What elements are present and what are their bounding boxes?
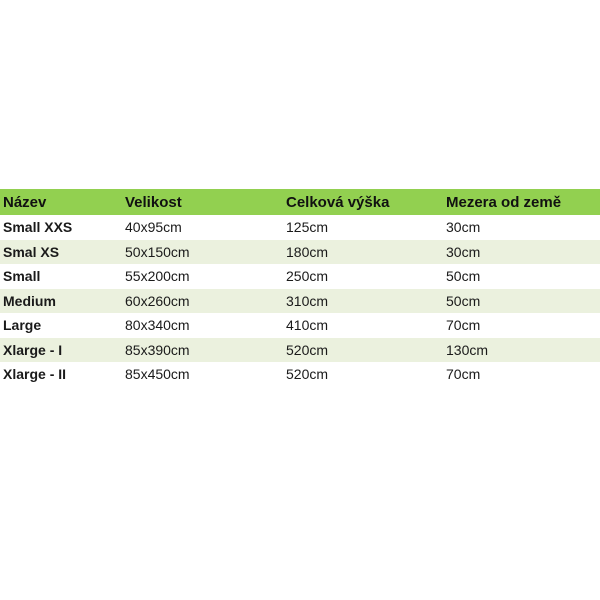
cell-total-height: 250cm (283, 264, 443, 289)
table-header (0, 189, 600, 215)
table-row (0, 313, 600, 338)
cell-ground-clearance: 130cm (443, 338, 600, 363)
cell-name: Medium (0, 289, 122, 314)
cell-name: Large (0, 313, 122, 338)
table-row (0, 289, 600, 314)
cell-size: 40x95cm (122, 215, 283, 240)
cell-size: 60x260cm (122, 289, 283, 314)
table-row (0, 215, 600, 240)
table-body (0, 215, 600, 387)
cell-ground-clearance: 50cm (443, 264, 600, 289)
cell-size: 85x390cm (122, 338, 283, 363)
cell-total-height: 310cm (283, 289, 443, 314)
header-row (0, 189, 600, 215)
cell-ground-clearance: 30cm (443, 240, 600, 265)
cell-size: 85x450cm (122, 362, 283, 387)
cell-total-height: 410cm (283, 313, 443, 338)
cell-total-height: 520cm (283, 362, 443, 387)
cell-size: 55x200cm (122, 264, 283, 289)
header-total-height: Celková výška (283, 189, 443, 215)
cell-total-height: 125cm (283, 215, 443, 240)
size-table (0, 189, 600, 387)
table-row (0, 338, 600, 363)
cell-total-height: 180cm (283, 240, 443, 265)
table-row (0, 362, 600, 387)
table-row (0, 240, 600, 265)
cell-size: 50x150cm (122, 240, 283, 265)
cell-name: Xlarge - II (0, 362, 122, 387)
cell-name: Smal XS (0, 240, 122, 265)
header-name: Název (0, 189, 122, 215)
cell-ground-clearance: 30cm (443, 215, 600, 240)
cell-ground-clearance: 70cm (443, 313, 600, 338)
cell-name: Xlarge - I (0, 338, 122, 363)
header-size: Velikost (122, 189, 283, 215)
table-row (0, 264, 600, 289)
cell-ground-clearance: 70cm (443, 362, 600, 387)
cell-name: Small XXS (0, 215, 122, 240)
header-ground-clearance: Mezera od země (443, 189, 600, 215)
cell-ground-clearance: 50cm (443, 289, 600, 314)
cell-size: 80x340cm (122, 313, 283, 338)
cell-total-height: 520cm (283, 338, 443, 363)
cell-name: Small (0, 264, 122, 289)
